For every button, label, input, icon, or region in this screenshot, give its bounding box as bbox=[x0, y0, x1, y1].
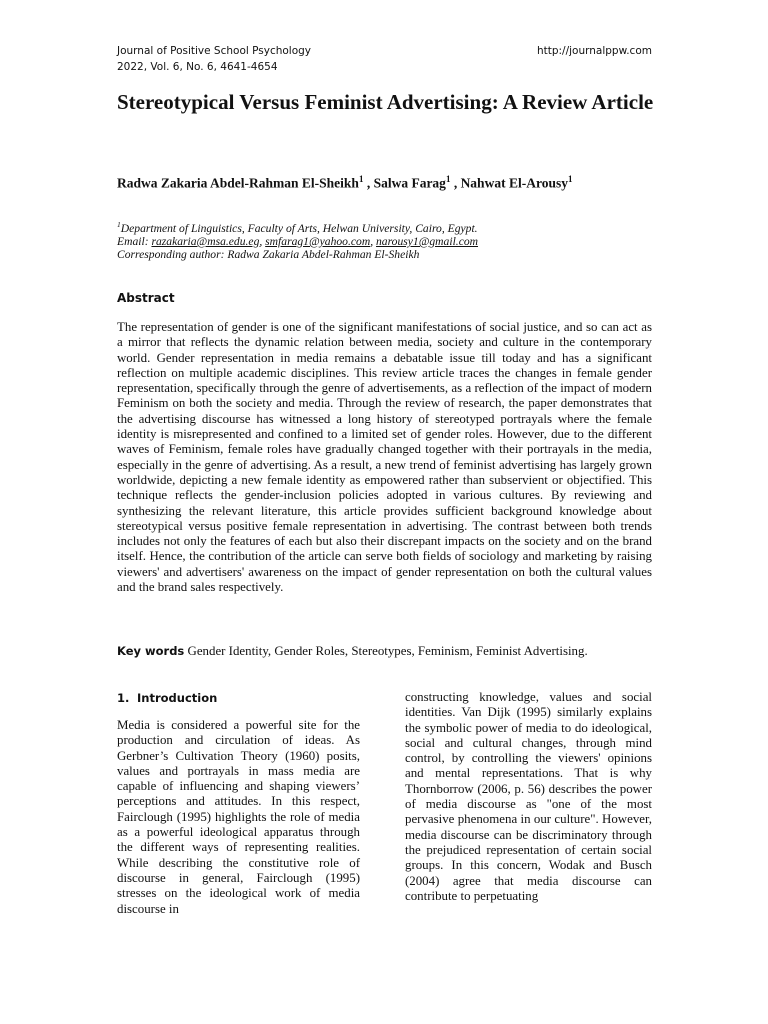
journal-info bbox=[117, 43, 417, 75]
corresponding-author: Corresponding author: Radwa Zakaria Abdel-Rahman El-Sheikh bbox=[117, 247, 420, 261]
paper-title: Stereotypical Versus Feminist Advertising: A Review Article bbox=[117, 90, 654, 114]
email-link[interactable]: narousy1@gmail.com bbox=[376, 234, 479, 248]
body-paragraph: Media is considered a powerful site for the production and circulation of ideas. As Gerbner’s Cultivation Theory (1960) posits, values and portrayals in mass media are capable of influencing and shaping viewers’ perceptions and attitudes. In this respect, Fairclough (1995) highlights the role of media as a powerful ideological apparatus through the different ways of representing realities. While describing the constitutive role of discourse in general, Fairclough (1995) stresses on the ideological work of media discourse in bbox=[117, 718, 360, 916]
keywords bbox=[117, 643, 657, 659]
body-paragraph: constructing knowledge, values and social identities. Van Dijk (1995) similarly explains the symbolic power of media to do ideological, social and cultural changes, through mind control, by controlling the viewers' opinions and mental representations. That is why Thornborrow (2006, p. 56) describes the power of media discourse as "one of the most pervasive phenomena in our culture". However, media discourse can be discriminatory through the prejudiced representation of certain social groups. In this concern, Wodak and Busch (2004) agree that media discourse can contribute to perpetuating bbox=[405, 690, 652, 903]
author-affiliation-mark: 1 bbox=[445, 174, 451, 184]
keywords-text: Gender Identity, Gender Roles, Stereotypes, Feminism, Feminist Advertising. bbox=[184, 644, 588, 658]
section-number: 1. bbox=[117, 691, 130, 705]
affiliation-block bbox=[117, 218, 657, 261]
author-list: Radwa Zakaria Abdel-Rahman El-Sheikh$^1$ , Salwa Farag$^1$ , Nahwat El-Arousy$^1$ bbox=[117, 174, 573, 191]
author-name: Radwa Zakaria Abdel-Rahman El-Sheikh bbox=[117, 175, 359, 191]
right-column bbox=[405, 690, 652, 904]
journal-url[interactable]: http://journalppw.com bbox=[536, 45, 652, 57]
affiliation-department: $^1$Department of Linguistics, Faculty of Arts, Helwan University, Cairo, Egypt. bbox=[117, 220, 478, 235]
abstract-heading: Abstract bbox=[117, 291, 175, 305]
author-affiliation-mark: 1 bbox=[358, 174, 364, 184]
abstract-text: The representation of gender is one of the significant manifestations of social justice, and so can act as a mirror that reflects the dynamic relation between media, society and culture in the contemporary world. Gender representation in media remains a debatable issue till today and has a significant reflection on multiple academic disciplines. This review article traces the changes in female gender representation, specifically through the genre of advertisements, as a reflection of the impact of modern Feminism on both the society and media. Through the review of research, the paper demonstrates that the advertising discourse has witnessed a long history of stereotyped portrayals where the female identity is misrepresented and confined to a limited set of gender roles. However, due to the different waves of Feminism, female roles have gradually changed together with their portrayals in the media, especially in the genre of advertising. As a result, a new trend of feminist advertising has largely grown worldwide, depicting a new female identity as empowered rather than subservient or objectified. This technique reflects the gender-inclusion policies adopted in various cultures. By reviewing and synthesizing the relevant literature, this article provides sufficient background knowledge about stereotypical versus positive female representation in advertising. The contrast between both trends includes not only the features of each but also their discrepant impacts on the society and on the brand itself. Hence, the contribution of the article can serve both fields of sociology and marketing by raising viewers' and advertisers' awareness on the impact of gender representation on both the cultural values and the brand sales respectively. bbox=[117, 320, 652, 595]
affiliation-emails: Email: razakaria@msa.edu.eg, smfarag1@yahoo.com, narousy1@gmail.com bbox=[117, 234, 479, 248]
section-heading bbox=[117, 690, 360, 706]
journal-issue: 2022, Vol. 6, No. 6, 4641-4654 bbox=[117, 61, 278, 73]
section-title: Introduction bbox=[137, 691, 218, 705]
email-link[interactable]: razakaria@msa.edu.eg bbox=[151, 234, 260, 248]
left-column bbox=[117, 690, 360, 917]
author-name: Nahwat El-Arousy bbox=[460, 175, 568, 191]
email-link[interactable]: smfarag1@yahoo.com bbox=[265, 234, 371, 248]
author-affiliation-mark: 1 bbox=[567, 174, 573, 184]
journal-name: Journal of Positive School Psychology bbox=[117, 45, 312, 57]
author-name: Salwa Farag bbox=[373, 175, 446, 191]
keywords-label: Key words bbox=[117, 644, 185, 658]
